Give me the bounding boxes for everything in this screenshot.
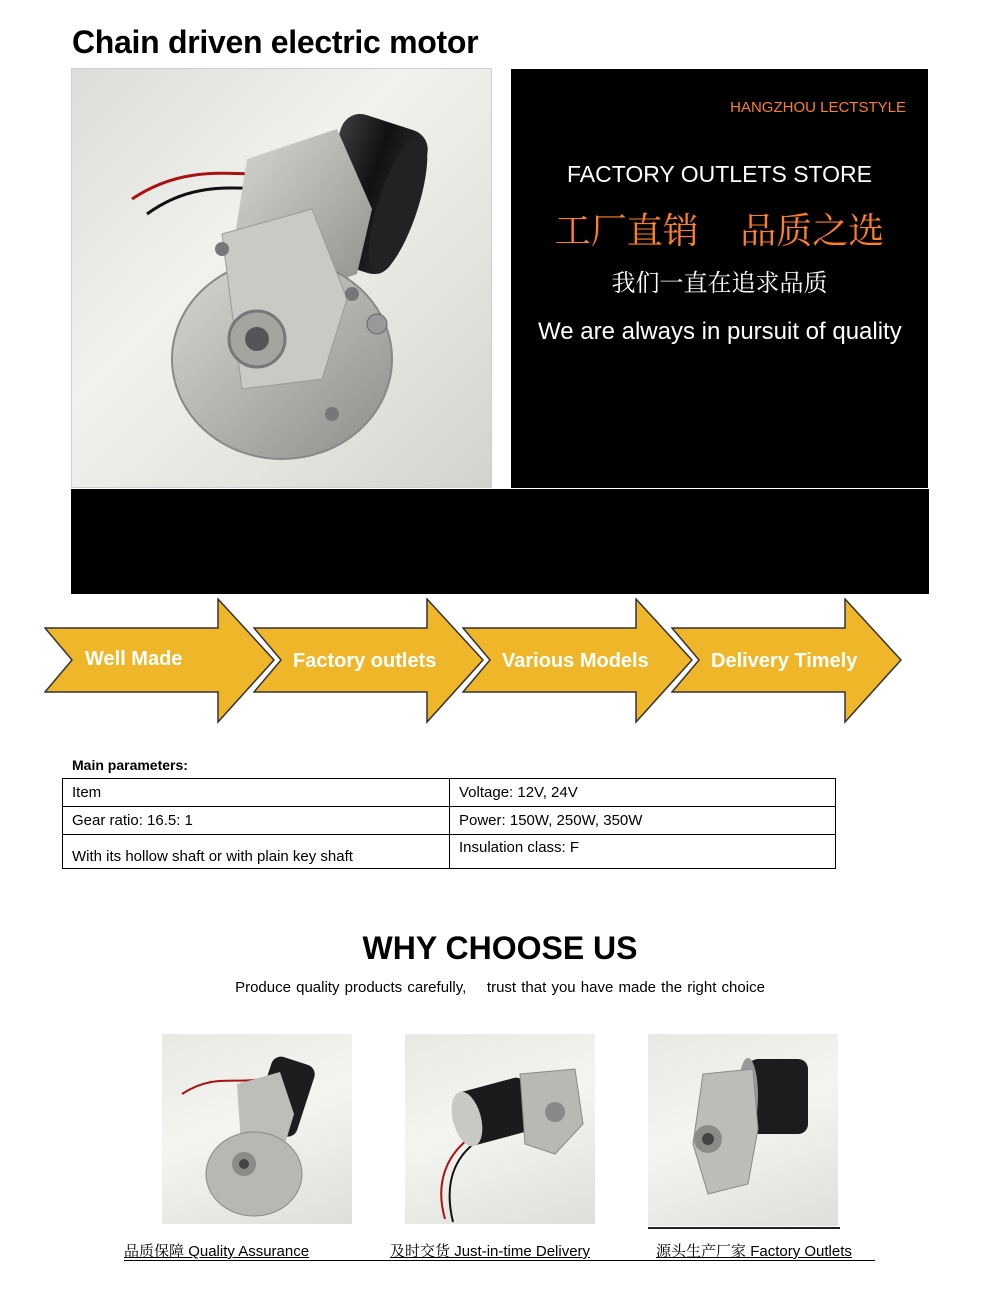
- thumbnail-underline: [648, 1227, 840, 1229]
- table-row: [63, 779, 836, 807]
- arrow-factory-outlets: [253, 598, 485, 724]
- table-cell: Insulation class: F: [450, 835, 836, 869]
- arrow-label: Various Models: [502, 650, 649, 672]
- thumbnail-delivery: [405, 1034, 595, 1224]
- table-cell: Gear ratio: 16.5: 1: [63, 807, 450, 835]
- promo-banner: [511, 69, 928, 488]
- why-choose-subtitle: Produce quality products carefully, trust that you have made the right choice: [235, 979, 765, 996]
- table-row: [63, 835, 836, 869]
- params-table: [62, 778, 836, 869]
- slogan-cn-secondary: 我们一直在追求品质: [611, 269, 828, 297]
- caption-quality: [124, 1240, 309, 1261]
- table-row: [63, 807, 836, 835]
- arrow-label: Delivery Timely: [711, 650, 858, 672]
- caption-cn: 品质保障: [124, 1242, 185, 1260]
- arrow-various-models: [462, 598, 694, 724]
- arrow-delivery-timely: [671, 598, 903, 724]
- company-name: HANGZHOU LECTSTYLE: [730, 99, 906, 116]
- black-divider-bar: [71, 489, 929, 594]
- motor-illustration: [72, 69, 492, 488]
- motor-thumbnail-illustration: [162, 1034, 352, 1224]
- why-choose-heading: WHY CHOOSE US: [362, 930, 638, 966]
- caption-factory: [656, 1240, 852, 1261]
- motor-thumbnail-illustration: [405, 1034, 595, 1224]
- caption-cn: 及时交货: [390, 1242, 451, 1260]
- motor-photo: [71, 68, 492, 488]
- table-cell: Power: 150W, 250W, 350W: [450, 807, 836, 835]
- caption-underline: [124, 1260, 875, 1261]
- table-cell: Voltage: 12V, 24V: [450, 779, 836, 807]
- table-cell: Item: [63, 779, 450, 807]
- slogan-en: We are always in pursuit of quality: [538, 318, 902, 345]
- thumbnail-factory: [648, 1034, 838, 1226]
- caption-en: Just-in-time Delivery: [454, 1243, 591, 1260]
- arrow-label: Factory outlets: [293, 650, 437, 672]
- page-title: Chain driven electric motor: [72, 24, 479, 60]
- caption-delivery: [390, 1240, 590, 1261]
- caption-en: Factory Outlets: [750, 1243, 852, 1260]
- motor-thumbnail-illustration: [648, 1034, 838, 1226]
- slogan-cn: 工厂直销 品质之选: [554, 211, 885, 252]
- arrow-well-made: [44, 598, 276, 724]
- store-heading: FACTORY OUTLETS STORE: [566, 161, 873, 187]
- table-cell: With its hollow shaft or with plain key shaft: [63, 835, 450, 869]
- caption-cn: 源头生产厂家: [656, 1242, 747, 1260]
- caption-en: Quality Assurance: [188, 1243, 310, 1260]
- params-title: Main parameters:: [72, 757, 188, 773]
- thumbnail-quality: [162, 1034, 352, 1224]
- arrow-label: Well Made: [85, 648, 183, 670]
